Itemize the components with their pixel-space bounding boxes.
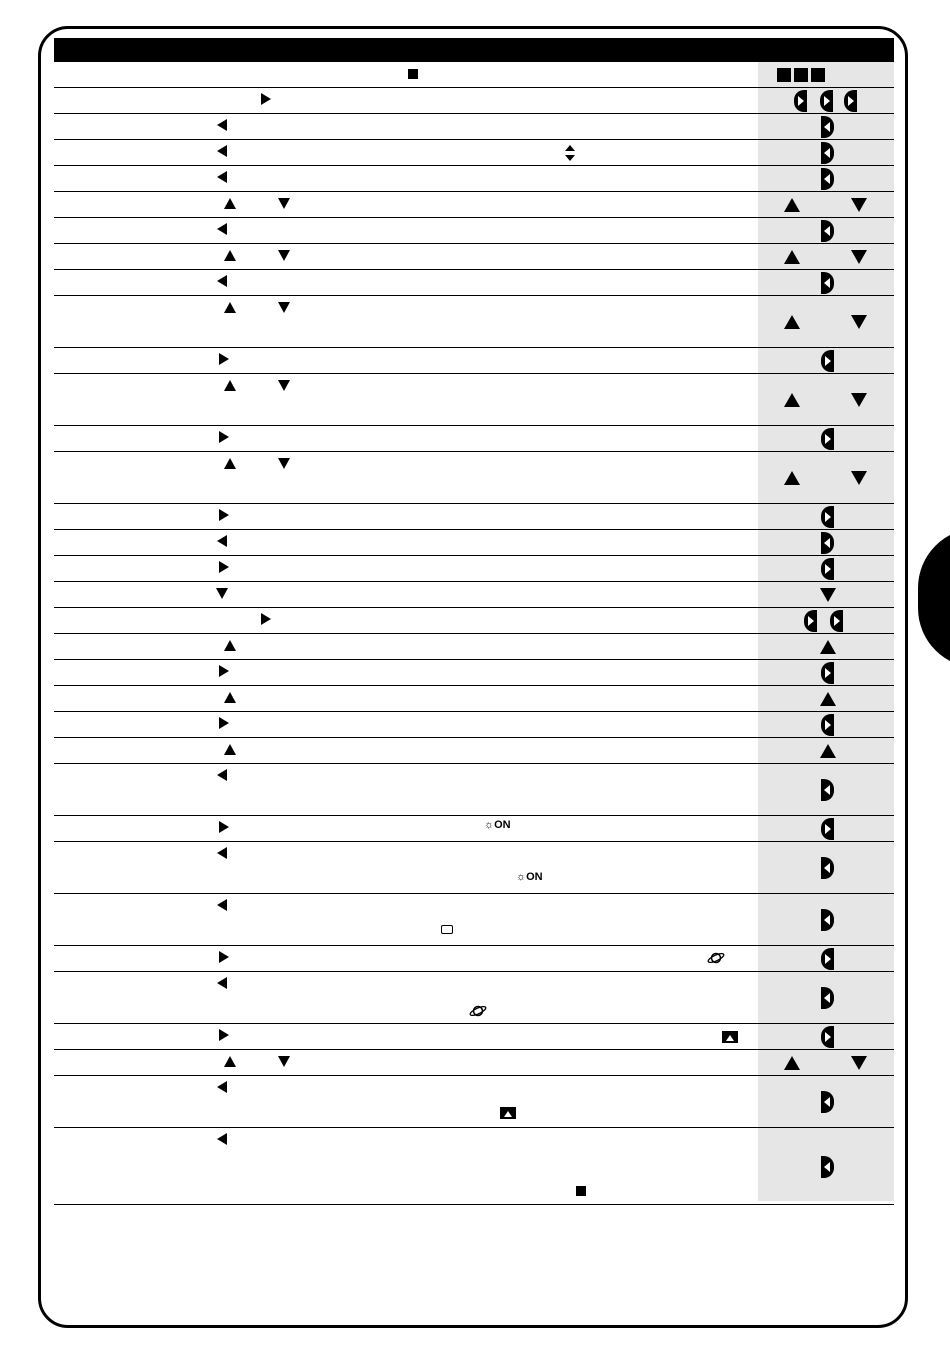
- table-row: [54, 582, 894, 608]
- table-row: [54, 894, 894, 946]
- key-right-icon: [821, 714, 834, 736]
- key-right-icon: [821, 428, 834, 450]
- key-left-icon: [821, 168, 834, 190]
- triangle-down-icon: [851, 393, 867, 407]
- arrow-down-icon: [278, 198, 290, 209]
- arrow-right-icon: [219, 951, 229, 963]
- table-row: [54, 62, 894, 88]
- table-row: [54, 1128, 894, 1205]
- camera-icon: [441, 925, 453, 934]
- arrow-up-icon: [224, 380, 236, 391]
- table-row: [54, 530, 894, 556]
- key-left-icon: [821, 532, 834, 554]
- table-row: [54, 608, 894, 634]
- triangle-up-icon: [784, 315, 800, 329]
- arrow-right-icon: [261, 93, 271, 105]
- table-row: [54, 972, 894, 1024]
- table-row: [54, 634, 894, 660]
- arrow-right-icon: [219, 821, 229, 833]
- arrow-down-icon: [278, 380, 290, 391]
- table-row: [54, 452, 894, 504]
- sun-on-icon: [516, 871, 543, 883]
- key-left-icon: [821, 272, 834, 294]
- key-left-icon: [821, 909, 834, 931]
- table-row: [54, 426, 894, 452]
- arrow-down-icon: [278, 302, 290, 313]
- table-row: [54, 946, 894, 972]
- key-right-icon: [830, 610, 843, 632]
- table-row: [54, 712, 894, 738]
- table-row: [54, 816, 894, 842]
- key-left-icon: [821, 142, 834, 164]
- table-row: [54, 1050, 894, 1076]
- table-row: [54, 738, 894, 764]
- arrow-left-icon: [217, 977, 227, 989]
- triangle-up-icon: [784, 198, 800, 212]
- key-right-icon: [821, 948, 834, 970]
- key-right-icon: [794, 90, 807, 112]
- triangle-up-icon: [820, 744, 836, 758]
- table-row: [54, 1024, 894, 1050]
- table-row: [54, 140, 894, 166]
- key-left-icon: [821, 1156, 834, 1178]
- table-row: [54, 348, 894, 374]
- table-row: [54, 218, 894, 244]
- arrow-right-icon: [219, 1029, 229, 1041]
- triangle-up-icon: [820, 640, 836, 654]
- planet-icon: [707, 951, 725, 965]
- triangle-up-icon: [784, 393, 800, 407]
- table-row: [54, 114, 894, 140]
- key-left-icon: [821, 779, 834, 801]
- triangle-up-icon: [820, 692, 836, 706]
- key-right-icon: [821, 350, 834, 372]
- table-row: [54, 764, 894, 816]
- planet-icon: [469, 1004, 487, 1018]
- arrow-left-icon: [217, 223, 227, 235]
- key-left-icon: [821, 987, 834, 1009]
- sun-glyph: ☼: [484, 819, 495, 831]
- triangle-down-icon: [851, 250, 867, 264]
- arrow-up-icon: [224, 692, 236, 703]
- arrow-left-icon: [217, 899, 227, 911]
- arrow-up-icon: [224, 198, 236, 209]
- arrow-left-icon: [217, 535, 227, 547]
- table-header-bar: [54, 38, 894, 62]
- table-row: [54, 660, 894, 686]
- stop-square-icon: [408, 69, 418, 79]
- table-row: [54, 504, 894, 530]
- sun-on-icon: [484, 819, 511, 831]
- arrow-right-icon: [261, 613, 271, 625]
- arrow-left-icon: [217, 1081, 227, 1093]
- picture-icon: [500, 1107, 516, 1119]
- table-row: [54, 270, 894, 296]
- key-right-icon: [821, 1026, 834, 1048]
- table-row: [54, 374, 894, 426]
- arrow-right-icon: [219, 561, 229, 573]
- table-row: [54, 88, 894, 114]
- key-right-icon: [820, 90, 833, 112]
- arrow-right-icon: [219, 353, 229, 365]
- table-row: [54, 842, 894, 894]
- key-right-icon: [821, 558, 834, 580]
- arrow-down-icon: [278, 1056, 290, 1067]
- triangle-down-icon: [851, 315, 867, 329]
- key-right-icon: [821, 818, 834, 840]
- block-icon: [794, 68, 808, 82]
- block-icon: [811, 68, 825, 82]
- triangle-down-icon: [820, 588, 836, 602]
- key-right-icon: [821, 506, 834, 528]
- arrow-up-icon: [224, 302, 236, 313]
- key-left-icon: [821, 220, 834, 242]
- arrow-right-icon: [219, 431, 229, 443]
- key-right-icon: [844, 90, 857, 112]
- picture-icon: [722, 1031, 738, 1043]
- key-left-icon: [821, 857, 834, 879]
- table-row: [54, 192, 894, 218]
- key-left-icon: [821, 116, 834, 138]
- sun-glyph: ☼: [516, 871, 527, 883]
- arrow-up-icon: [224, 250, 236, 261]
- arrow-up-icon: [224, 1056, 236, 1067]
- triangle-down-icon: [851, 471, 867, 485]
- arrow-left-icon: [217, 119, 227, 131]
- arrow-up-icon: [224, 640, 236, 651]
- arrow-down-icon: [278, 458, 290, 469]
- table-row: [54, 166, 894, 192]
- triangle-down-icon: [851, 198, 867, 212]
- table-row: [54, 686, 894, 712]
- arrow-right-icon: [219, 509, 229, 521]
- arrow-up-icon: [224, 458, 236, 469]
- arrow-up-icon: [224, 744, 236, 755]
- arrow-left-icon: [217, 145, 227, 157]
- arrow-right-icon: [219, 665, 229, 677]
- section-tab: [918, 528, 950, 668]
- arrow-down-icon: [278, 250, 290, 261]
- triangle-up-icon: [784, 471, 800, 485]
- triangle-up-icon: [784, 250, 800, 264]
- arrow-right-icon: [219, 717, 229, 729]
- arrow-left-icon: [217, 847, 227, 859]
- table-row: [54, 556, 894, 582]
- table-row: [54, 296, 894, 348]
- arrow-left-icon: [217, 1133, 227, 1145]
- triangle-up-icon: [784, 1056, 800, 1070]
- sun-label: ON: [526, 871, 543, 883]
- stop-square-icon: [576, 1186, 586, 1196]
- table-row: [54, 1076, 894, 1128]
- arrow-down-icon: [216, 588, 228, 599]
- triangle-down-icon: [851, 1056, 867, 1070]
- table-row: [54, 244, 894, 270]
- updown-icon: [565, 145, 575, 161]
- arrow-left-icon: [217, 171, 227, 183]
- sun-label: ON: [494, 819, 511, 831]
- key-right-icon: [804, 610, 817, 632]
- key-left-icon: [821, 1091, 834, 1113]
- arrow-left-icon: [217, 769, 227, 781]
- key-right-icon: [821, 662, 834, 684]
- arrow-left-icon: [217, 275, 227, 287]
- block-icon: [777, 68, 791, 82]
